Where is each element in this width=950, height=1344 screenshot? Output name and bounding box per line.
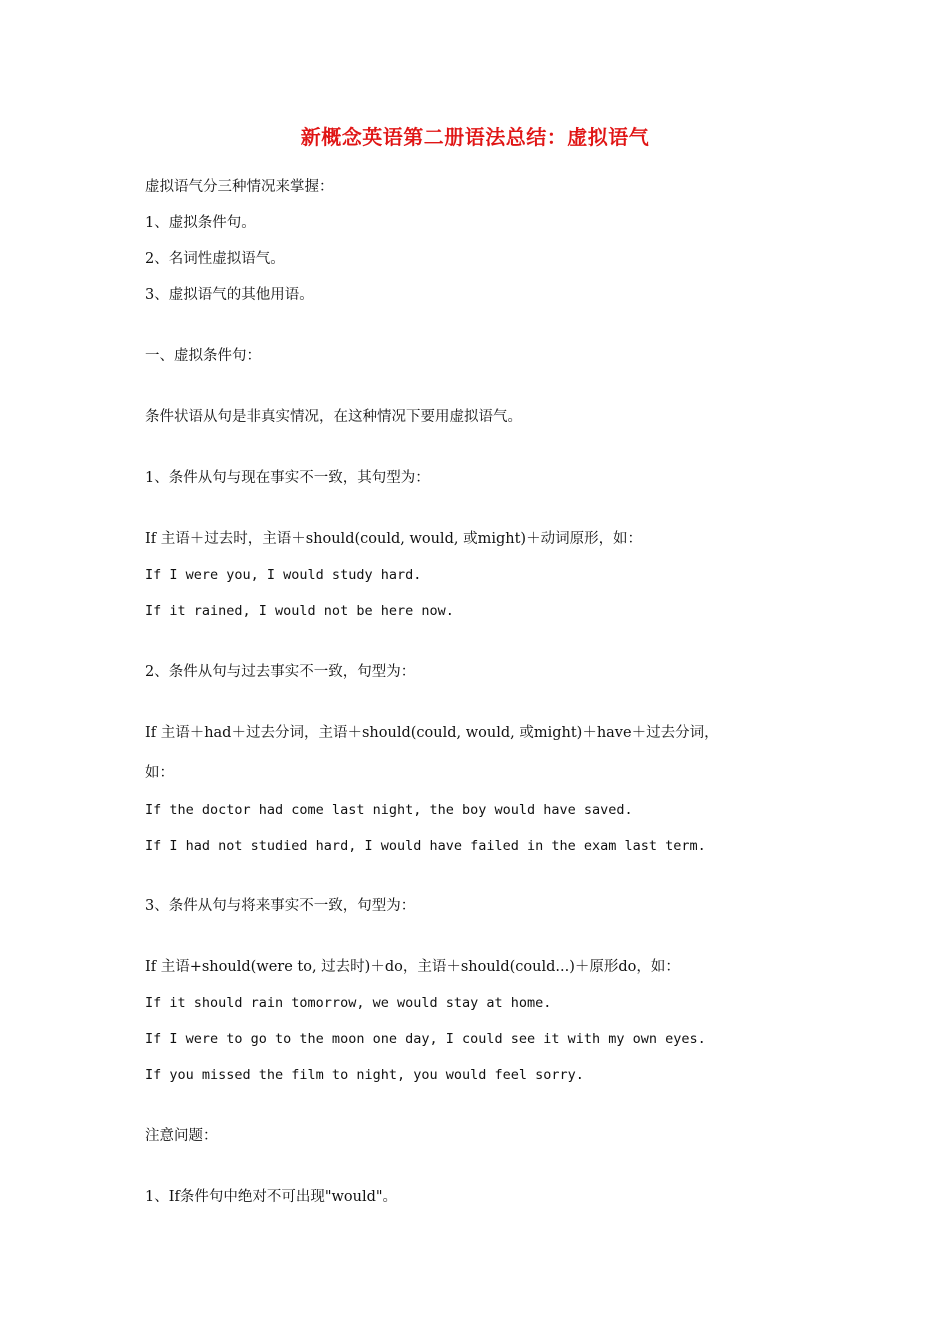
example-sentence: If you missed the film to night, you would feel sorry. [145, 1067, 584, 1083]
list-item-2: 2、名词性虚拟语气。 [145, 251, 285, 267]
page-title: 新概念英语第二册语法总结：虚拟语气 [300, 125, 650, 149]
intro-line: 虚拟语气分三种情况来掌握： [145, 179, 334, 195]
example-sentence: If I were you, I would study hard. [145, 567, 422, 583]
example-sentence: If I were to go to the moon one day, I could see it with my own eyes. [145, 1031, 706, 1047]
paragraph: 条件状语从句是非真实情况，在这种情况下要用虚拟语气。 [145, 409, 522, 425]
example-sentence: If it rained, I would not be here now. [145, 603, 454, 619]
section-heading: 一、虚拟条件句： [145, 348, 261, 364]
subsection-heading: 3、条件从句与将来事实不一致，句型为： [145, 898, 416, 914]
pattern-line-continued: 如： [145, 765, 174, 781]
list-item-3: 3、虚拟语气的其他用语。 [145, 287, 314, 303]
list-item-1: 1、虚拟条件句。 [145, 215, 256, 231]
pattern-line: If 主语+should(were to, 过去时)＋do，主语＋should(could...)＋原形do，如： [145, 959, 680, 975]
example-sentence: If the doctor had come last night, the boy would have saved. [145, 802, 633, 818]
subsection-heading: 2、条件从句与过去事实不一致，句型为： [145, 664, 416, 680]
example-sentence: If it should rain tomorrow, we would stay at home. [145, 995, 552, 1011]
pattern-line: If 主语＋过去时，主语＋should(could, would, 或might)＋动词原形，如： [145, 531, 643, 547]
subsection-heading: 1、条件从句与现在事实不一致，其句型为： [145, 470, 430, 486]
note-item: 1、If条件句中绝对不可出现"would"。 [145, 1189, 398, 1205]
pattern-line: If 主语＋had＋过去分词，主语＋should(could, would, 或might)＋have＋过去分词， [145, 725, 719, 741]
example-sentence: If I had not studied hard, I would have failed in the exam last term. [145, 838, 706, 854]
notes-heading: 注意问题： [145, 1128, 218, 1144]
